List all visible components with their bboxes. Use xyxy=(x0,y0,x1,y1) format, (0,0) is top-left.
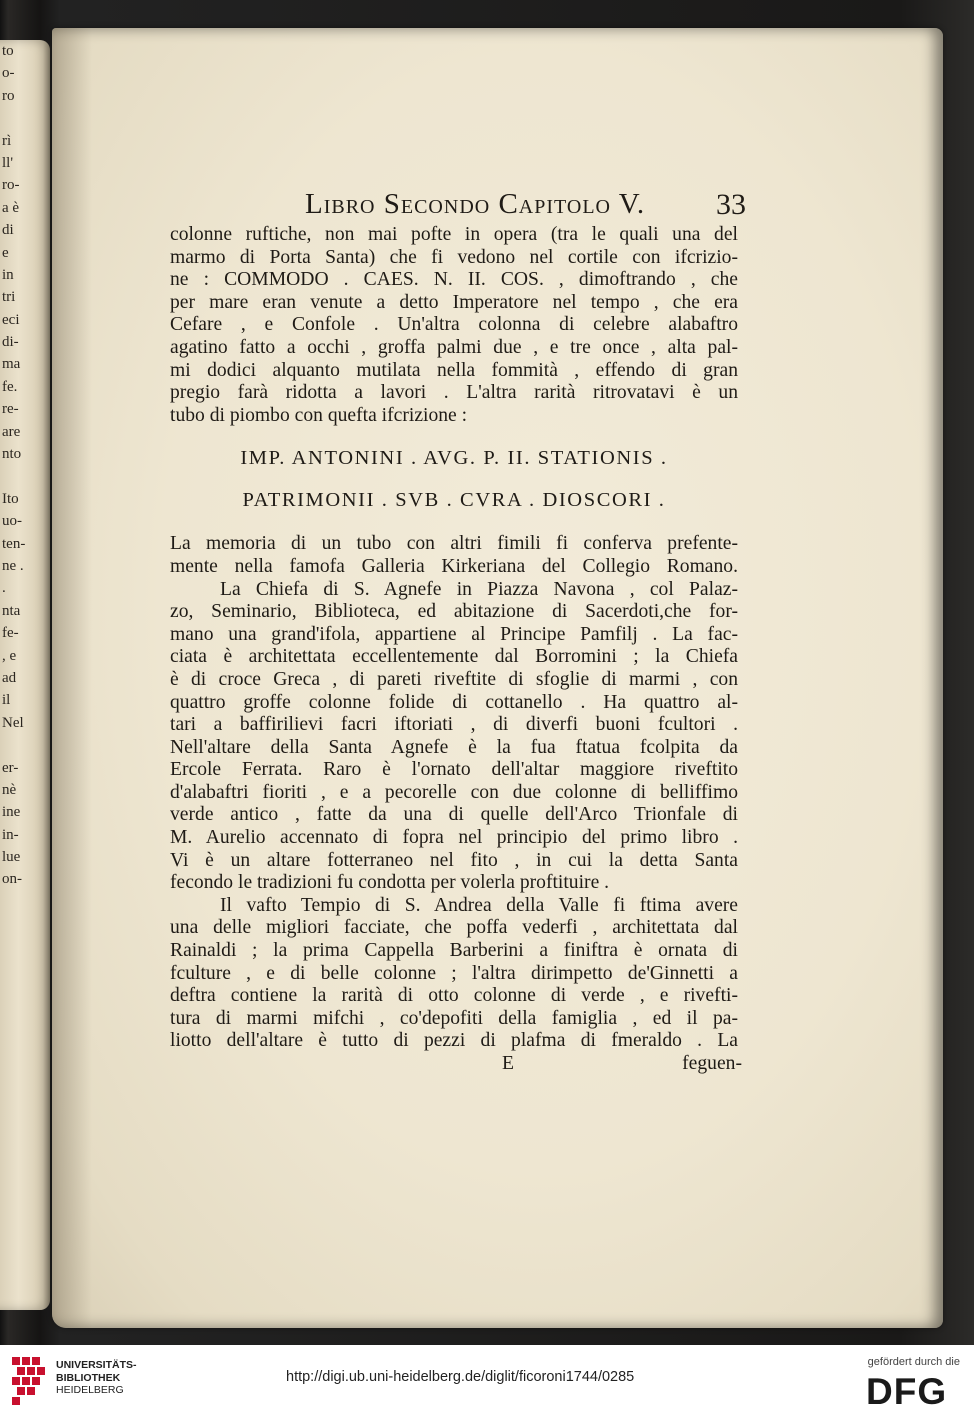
facing-page-fragment: di- xyxy=(2,334,19,351)
dfg-logo-icon[interactable] xyxy=(866,1373,960,1407)
text-line: M. Aurelio accennato di fopra nel principio del primo libro . xyxy=(170,827,738,849)
text-line: liotto dell'altare è tutto di pezzi di plafma di fmeraldo . La xyxy=(170,1030,738,1052)
facing-page-fragment: re- xyxy=(2,401,19,418)
permalink-url[interactable]: http://digi.ub.uni-heidelberg.de/diglit/ficoroni1744/0285 xyxy=(286,1369,635,1385)
page-number: 33 xyxy=(716,188,746,221)
facing-page-fragment: uo- xyxy=(2,513,22,530)
text-line: pregio farà ridotta a lavori . L'altra rarità ritrovatavi è un xyxy=(170,382,738,404)
facing-page-fragment: , e xyxy=(2,647,17,664)
facing-page-fragment: are xyxy=(2,423,21,440)
dfg-logo-text: DFG xyxy=(866,1373,948,1407)
library-name-line: BIBLIOTHEK xyxy=(56,1371,121,1384)
text-line: agatino fatto a occhi , groffa palmi due , e tre once , alta pal- xyxy=(170,336,738,358)
facing-page-fragment xyxy=(0,734,40,756)
gutter-shadow xyxy=(52,28,92,1328)
text-line: marmo di Porta Santa) che fi vedono nel cortile con ifcrizio- xyxy=(170,246,738,268)
facing-page-fragment: ine xyxy=(2,804,21,821)
text-line: mano una grand'ifola, appartiene al Principe Pamfilj . La fac- xyxy=(170,623,738,645)
facing-page-fragment: in- xyxy=(2,826,19,843)
facing-page-fragment: lue xyxy=(2,849,21,866)
text-line: fecondo le tradizioni fu condotta per volerla proftituire . xyxy=(170,872,610,894)
running-head xyxy=(170,188,746,224)
text-line: tari a baffirilievi facri iftoriati , di diverfi buoni fcultori . xyxy=(170,714,738,736)
text-line: ne : COMMODO . CAES. N. II. COS. , dimoftrando , che xyxy=(170,269,738,291)
book-page xyxy=(52,28,943,1328)
text-line: fculture , e di belle colonne ; l'altra dirimpetto de'Ginnetti a xyxy=(170,962,738,984)
facing-page-fragment: di xyxy=(2,222,14,239)
viewer-footer xyxy=(0,1345,974,1415)
catchword: feguen- xyxy=(682,1053,742,1074)
running-title: Libro Secondo Capitolo V. xyxy=(305,188,646,220)
facing-page-text-fragments xyxy=(0,40,40,891)
facing-page-fragment: nè xyxy=(2,781,17,798)
funding-label: gefördert durch die xyxy=(867,1356,960,1368)
facing-page-fragment: ne . xyxy=(2,557,24,574)
facing-page-fragment: e xyxy=(2,244,9,261)
text-line: Il vafto Tempio di S. Andrea della Valle fi ftima avere xyxy=(220,894,738,916)
page-footer-marks xyxy=(170,1053,742,1079)
facing-page-fragment: a è xyxy=(2,199,20,216)
facing-page-fragment: fe. xyxy=(2,378,18,395)
text-line: ciata è architettata eccellentemente dal Borromini ; la Chiefa xyxy=(170,646,738,668)
facing-page-fragment: ten- xyxy=(2,535,26,552)
university-library-logo-icon[interactable] xyxy=(10,1353,52,1407)
text-line: Cefare , e Confole . Un'altra colonna di celebre alabaftro xyxy=(170,314,738,336)
facing-page-fragment: fe- xyxy=(2,625,19,642)
inscription-line-2: PATRIMONII . SVB . CVRA . DIOSCORI . xyxy=(242,489,666,512)
text-line: una delle migliori facciate, che poffa vederfi , architettata dal xyxy=(170,917,738,939)
signature-mark: E xyxy=(502,1053,514,1074)
facing-page-fragment xyxy=(0,465,40,487)
university-library-name xyxy=(56,1359,137,1397)
facing-page-fragment: er- xyxy=(2,759,19,776)
paragraph-3 xyxy=(170,579,738,895)
text-line: deftra contiene la rarità di otto colonne di verde , e rivefti- xyxy=(170,985,738,1007)
inscription-line-1: IMP. ANTONINI . AVG. P. II. STATIONIS . xyxy=(240,447,668,470)
text-line: Vi è un altare fotterraneo nel fito , in cui la detta Santa xyxy=(170,849,738,871)
facing-page-fragment: on- xyxy=(2,871,22,888)
facing-page-fragment: rì xyxy=(2,132,12,149)
text-line: quattro groffe colonne folide di cottanello . Ha quattro al- xyxy=(170,691,738,713)
text-line: Rainaldi ; la prima Cappella Barberini a finiftra è ornata di xyxy=(170,940,738,962)
text-line: Ercole Ferrata. Raro è l'ornato dell'altar maggiore riveftito xyxy=(170,759,738,781)
text-line: per mare eran venute a detto Imperatore nel tempo , che era xyxy=(170,291,738,313)
library-name-line: UNIVERSITÄTS- xyxy=(56,1359,137,1371)
text-line: La Chiefa di S. Agnefe in Piazza Navona , col Palaz- xyxy=(220,578,738,600)
facing-page-fragment: ll' xyxy=(2,154,14,171)
text-line: zo, Seminario, Biblioteca, ed abitazione di Sacerdoti,che for- xyxy=(170,601,738,623)
facing-page-fragment: o- xyxy=(2,65,15,82)
paragraph-2 xyxy=(170,533,738,578)
facing-page-fragment xyxy=(0,107,40,129)
paragraph-1 xyxy=(170,224,738,427)
facing-page-fragment: ro- xyxy=(2,177,20,194)
facing-page-fragment: in xyxy=(2,266,14,283)
text-line: colonne ruftiche, non mai pofte in opera (tra le quali una del xyxy=(170,224,738,245)
facing-page-fragment: to xyxy=(2,43,14,59)
paragraph-4 xyxy=(170,895,738,1053)
text-line: tura di marmi mifchi , co'depofiti della famiglia , ed il pa- xyxy=(170,1007,738,1029)
text-line: verde antico , fatte da una di quelle dell'Arco Trionfale di xyxy=(170,804,738,826)
text-line: è di croce Greca , di pareti riveftite di sfoglie di marmi , con xyxy=(170,668,738,690)
facing-page-fragment: ma xyxy=(2,356,21,373)
facing-page-fragment: Nel xyxy=(2,714,24,731)
text-line: mi dodici alquanto mutilata nella fommità , effendo di gran xyxy=(170,359,738,381)
text-line: mente nella famofa Galleria Kirkeriana del Collegio Romano. xyxy=(170,555,738,577)
facing-page-fragment: nta xyxy=(2,602,21,619)
text-line: Nell'altare della Santa Agnefe è la fua ftatua fcolpita da xyxy=(170,736,738,758)
facing-page-fragment: tri xyxy=(2,289,16,306)
text-line: tubo di piombo con quefta ifcrizione : xyxy=(170,404,468,426)
facing-page-fragment: ro xyxy=(2,87,15,104)
facing-page-fragment: ad xyxy=(2,669,17,686)
text-line: d'alabaftri fioriti , e a pecorelle con due colonne di belliffimo xyxy=(170,781,738,803)
facing-page-fragment: Ito xyxy=(2,490,19,507)
page-text-block xyxy=(170,188,746,1079)
library-name-line: HEIDELBERG xyxy=(56,1384,124,1396)
facing-page-fragment: il xyxy=(2,692,11,709)
facing-page-fragment: . xyxy=(2,580,6,597)
facing-page-fragment: nto xyxy=(2,446,22,463)
facing-page-fragment: eci xyxy=(2,311,20,328)
text-line: La memoria di un tubo con altri fimili fi conferva prefente- xyxy=(170,533,738,555)
